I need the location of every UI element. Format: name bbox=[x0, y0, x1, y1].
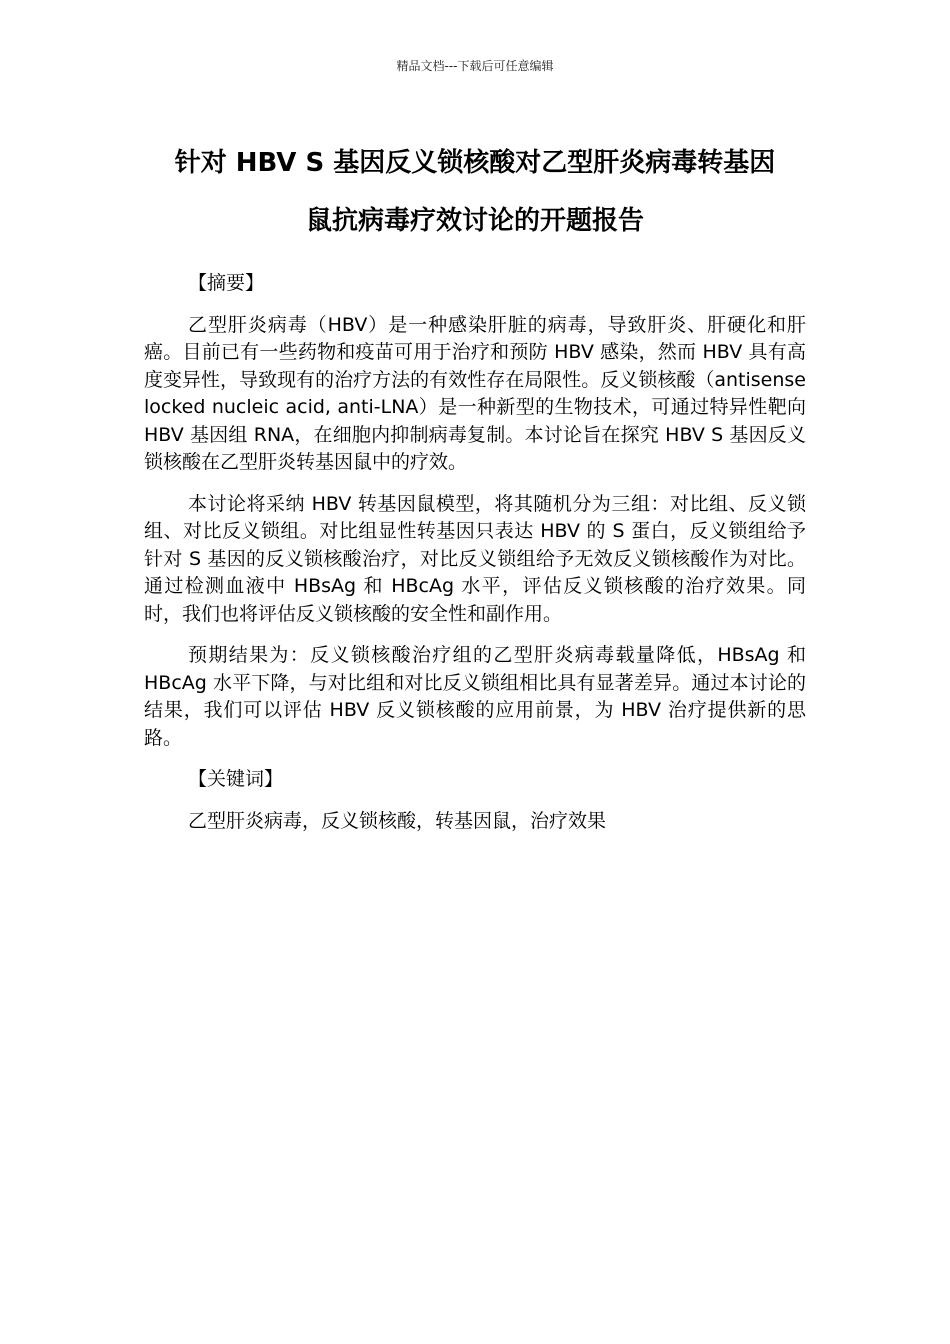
title-line-2: 鼠抗病毒疗效讨论的开题报告 bbox=[305, 206, 644, 236]
document-body bbox=[144, 270, 806, 835]
title-line-1: 针对 HBV S 基因反义锁核酸对乙型肝炎病毒转基因 bbox=[174, 148, 776, 178]
abstract-paragraph-2: 本讨论将采纳 HBV 转基因鼠模型，将其随机分为三组：对比组、反义锁组、对比反义锁组。对比组显性转基因只表达 HBV 的 S 蛋白，反义锁组给予针对 S 基因的反义锁核酸治疗，对比反义锁组给予无效反义锁核酸作为对比。通过检测血液中 HBsAg 和 HBcAg 水平，评估反义锁核酸的治疗效果。同时，我们也将评估反义锁核酸的安全性和副作用。 bbox=[144, 492, 806, 625]
keywords-heading: 【关键词】 bbox=[188, 768, 284, 790]
keywords-text: 乙型肝炎病毒，反义锁核酸，转基因鼠，治疗效果 bbox=[188, 809, 607, 832]
abstract-paragraph-1: 乙型肝炎病毒（HBV）是一种感染肝脏的病毒，导致肝炎、肝硬化和肝癌。目前已有一些药物和疫苗可用于治疗和预防 HBV 感染，然而 HBV 具有高度变异性，导致现有的治疗方法的有效性存在局限性。反义锁核酸（antisense locked nucleic acid, anti-LNA）是一种新型的生物技术，可通过特异性靶向 HBV 基因组 RNA，在细胞内抑制病毒复制。本讨论旨在探究 HBV S 基因反义锁核酸在乙型肝炎转基因鼠中的疗效。 bbox=[144, 313, 806, 473]
document-title bbox=[130, 134, 820, 250]
abstract-paragraph-3: 预期结果为：反义锁核酸治疗组的乙型肝炎病毒载量降低，HBsAg 和 HBcAg 水平下降，与对比组和对比反义锁组相比具有显著差异。通过本讨论的结果，我们可以评估 HBV 反义锁核酸的应用前景，为 HBV 治疗提供新的思路。 bbox=[144, 644, 806, 749]
header-note: 精品文档---下载后可任意编辑 bbox=[396, 59, 554, 73]
abstract-heading: 【摘要】 bbox=[188, 272, 265, 294]
